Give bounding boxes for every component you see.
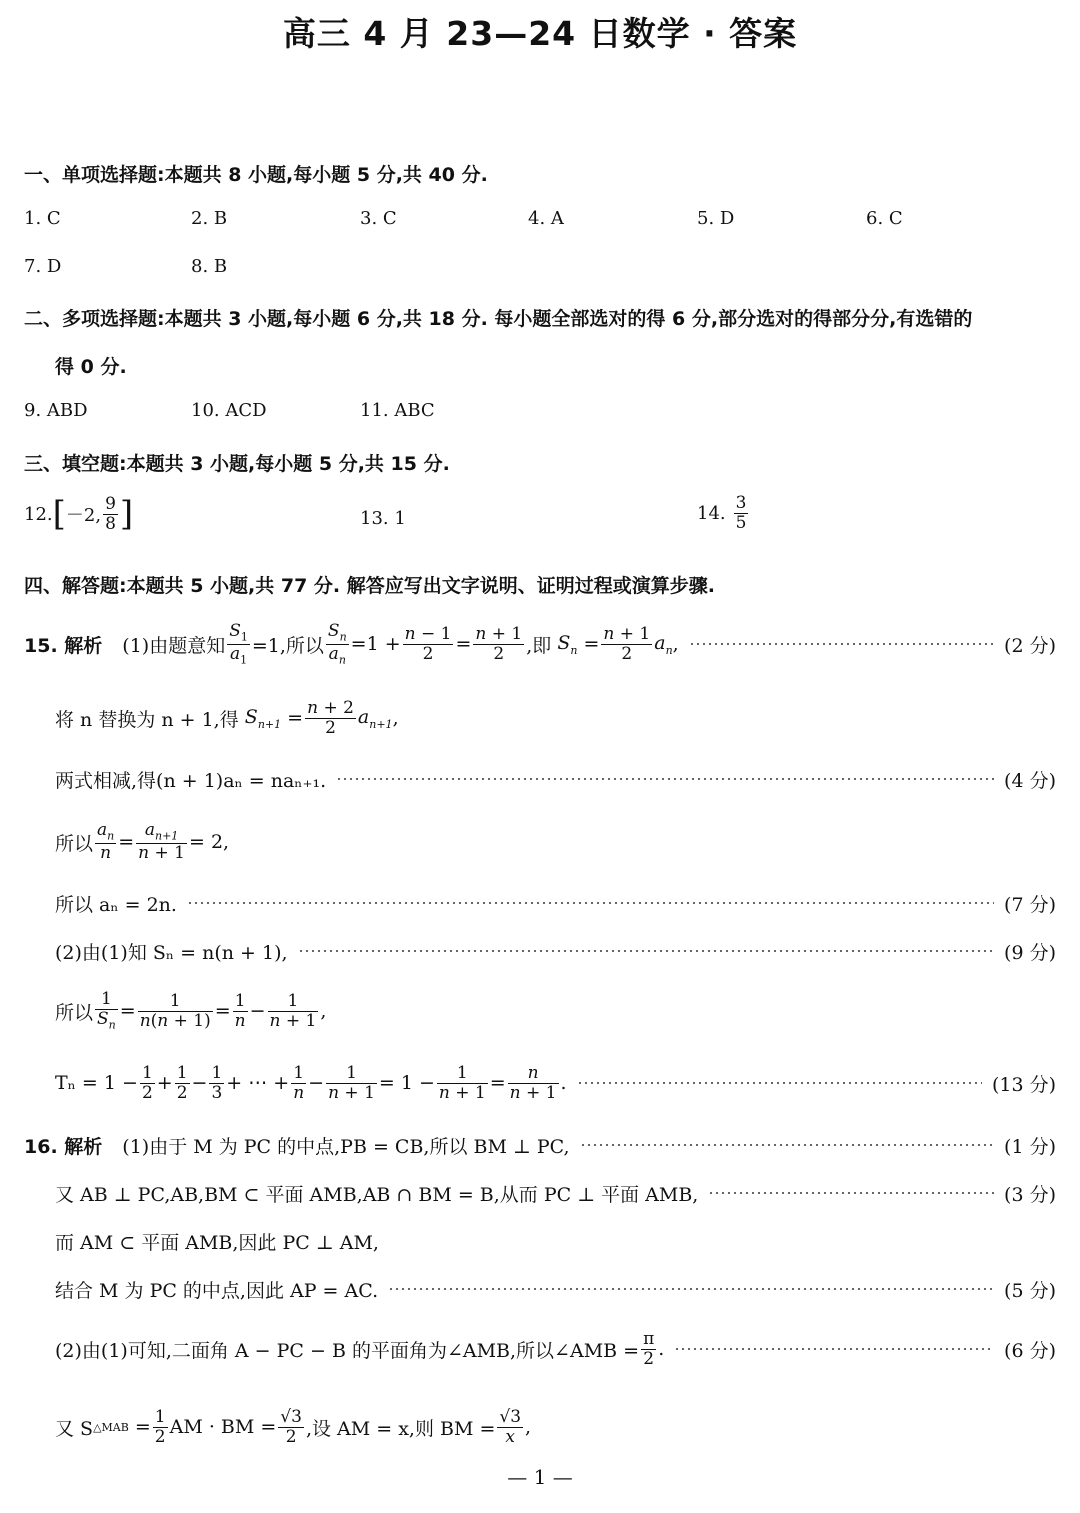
text: 又 AB ⊥ PC,AB,BM ⊂ 平面 AMB,AB ∩ BM = B,从而 PC ⊥ 平面 AMB, <box>55 1183 699 1206</box>
text: 结合 M 为 PC 的中点,因此 AP = AC. <box>55 1279 379 1302</box>
text: = <box>455 633 472 655</box>
dot-leader <box>580 1144 994 1146</box>
text: Tₙ = 1 − <box>55 1072 138 1094</box>
text: =1 + <box>350 633 401 655</box>
fraction: $\frac{1}{2}$ <box>154 1406 166 1447</box>
fraction: $\frac{1}{n(n + 1)}$ <box>139 990 211 1031</box>
fraction: $\frac{a_n}{n}$ <box>97 820 115 863</box>
text: = 2, <box>189 831 230 853</box>
page-number: — 1 — <box>507 1465 573 1489</box>
section-heading-2: 二、多项选择题:本题共 3 小题,每小题 6 分,共 18 分. 每小题全部选对的得 6 分,部分选对的得部分分,有选错的 <box>24 308 973 330</box>
fraction: $\frac{n + 2}{2}$ <box>307 697 354 738</box>
fraction: $\frac{\pi}{2}$ <box>643 1328 655 1369</box>
text: (1)由于 M 为 PC 的中点,PB = CB,所以 BM ⊥ PC, <box>122 1135 570 1158</box>
dot-leader <box>689 643 994 645</box>
frac-den: 5 <box>735 512 747 533</box>
answer-12-lower: －2, <box>65 505 102 526</box>
q16-head: 16. 解析 <box>24 1135 103 1158</box>
fraction: $\frac{S_1}{a_1}$ <box>229 621 248 666</box>
answer-12-label: 12. <box>24 503 53 525</box>
points: (9 分) <box>1004 941 1056 964</box>
points: (2 分) <box>1004 634 1056 657</box>
text: AM · BM = <box>169 1416 277 1438</box>
dot-leader <box>674 1348 994 1350</box>
fraction: $\frac{1}{S_n}$ <box>97 989 116 1032</box>
fraction: $\frac{n + 1}{2}$ <box>603 623 651 664</box>
text: 又 S <box>55 1417 94 1440</box>
q15-line-7: 所以 $\frac{1}{S_n}$ = $\frac{1}{n(n + 1)}$ = $\frac{1}{n}$ − $\frac{1}{n + 1}$ , <box>55 989 327 1032</box>
fraction: $\frac{a_{n+1}}{n + 1}$ <box>138 820 185 863</box>
points: (4 分) <box>1004 769 1056 792</box>
fraction: $\frac{1}{n}$ <box>234 990 246 1031</box>
q15-line-6 <box>55 934 1056 968</box>
answer-8: 8. B <box>191 256 228 277</box>
answer-13: 13. 1 <box>360 508 406 529</box>
q15-line-3 <box>55 762 1056 796</box>
points: (13 分) <box>991 1073 1056 1096</box>
answer-4: 4. A <box>528 208 564 229</box>
answer-6: 6. C <box>866 208 903 229</box>
q15-line-8: Tₙ = 1 − $\frac{1}{2}$ + $\frac{1}{2}$ − $\frac{1}{3}$ + ⋯ + $\frac{1}{n}$ − $\frac{1}{n + 1}$ = 1 − $\frac{1}{n + 1}$ = $\frac{n}{n + 1}$ . (13 分) <box>55 1062 1056 1103</box>
answer-9: 9. ABD <box>24 400 88 421</box>
text: , <box>320 1000 327 1022</box>
q16-line-3 <box>55 1224 1056 1258</box>
frac-den: 8 <box>105 513 116 534</box>
dot-leader <box>336 778 994 780</box>
answer-7: 7. D <box>24 256 62 277</box>
text: 将 n 替换为 n + 1,得 <box>55 708 239 731</box>
q15-line-5 <box>55 886 1056 920</box>
text: 所以 <box>55 832 94 855</box>
fraction: $\frac{1}{n}$ <box>293 1062 305 1103</box>
text: =1,所以 <box>251 634 324 657</box>
fraction: $\frac{√3}{2}$ <box>280 1406 302 1447</box>
text: (2)由(1)可知,二面角 A − PC − B 的平面角为∠AMB,所以∠AMB = <box>55 1339 640 1362</box>
fraction: $\frac{√3}{x}$ <box>499 1406 522 1447</box>
dot-leader <box>388 1288 994 1290</box>
text: , <box>525 1416 532 1438</box>
q15-line-4: 所以 $\frac{a_n}{n}$ = $\frac{a_{n+1}}{n + 1}$ = 2, <box>55 820 230 863</box>
q15-head: 15. 解析 <box>24 634 103 657</box>
fraction: $\frac{S_n}{a_n}$ <box>327 621 347 666</box>
q16-line-5 <box>55 1328 1056 1369</box>
fraction: $\frac{1}{2}$ <box>141 1062 153 1103</box>
fraction-3-5 <box>734 494 749 532</box>
dot-leader <box>187 902 994 904</box>
points: (3 分) <box>1004 1183 1056 1206</box>
dot-leader <box>708 1192 994 1194</box>
fraction: $\frac{1}{n + 1}$ <box>438 1062 486 1103</box>
answer-14-label: 14. <box>697 502 726 524</box>
q15-line-1: 15. 解析 (1)由题意知 $\frac{S_1}{a_1}$ =1,所以 $\frac{S_n}{a_n}$ =1 + $\frac{n - 1}{2}$ = $\frac{n + 1}{2}$ ,即 $S_n$ = $\frac{n + 1}{2}$ $a_n$ , (2 分) <box>24 621 1056 666</box>
text: 所以 aₙ = 2n. <box>55 893 177 916</box>
fraction: $\frac{1}{3}$ <box>211 1062 223 1103</box>
answer-11: 11. ABC <box>360 400 435 421</box>
points: (5 分) <box>1004 1279 1056 1302</box>
text: 两式相减,得(n + 1)aₙ = naₙ₊₁. <box>55 769 327 792</box>
fraction: $\frac{1}{n + 1}$ <box>328 1062 375 1103</box>
q16-line-4 <box>55 1272 1056 1306</box>
answer-3: 3. C <box>360 208 397 229</box>
text: , <box>672 633 679 655</box>
text: 所以 <box>55 1001 94 1024</box>
text: (1)由题意知 <box>122 634 226 657</box>
text: , <box>392 707 399 729</box>
points: (1 分) <box>1004 1135 1056 1158</box>
section-heading-4: 四、解答题:本题共 5 小题,共 77 分. 解答应写出文字说明、证明过程或演算步骤. <box>24 575 715 597</box>
answer-5: 5. D <box>697 208 735 229</box>
q16-line-2 <box>55 1176 1056 1210</box>
right-bracket: ] <box>119 494 134 534</box>
text: . <box>658 1338 665 1360</box>
q15-line-2: 将 n 替换为 n + 1,得 $S_{n+1}$ = $\frac{n + 2}{2}$ $a_{n+1}$ , <box>55 697 399 738</box>
frac-num: 3 <box>735 493 747 513</box>
fraction: $\frac{n}{n + 1}$ <box>509 1062 557 1103</box>
points: (6 分) <box>1004 1339 1056 1362</box>
frac-num: 9 <box>105 493 116 514</box>
text: 而 AM ⊂ 平面 AMB,因此 PC ⊥ AM, <box>55 1231 379 1254</box>
fraction: $\frac{n - 1}{2}$ <box>404 623 452 664</box>
section-heading-2-cont: 得 0 分. <box>55 356 127 378</box>
section-heading-1: 一、单项选择题:本题共 8 小题,每小题 5 分,共 40 分. <box>24 164 488 186</box>
left-bracket: [ <box>52 494 66 534</box>
dot-leader <box>298 950 995 952</box>
text: (2)由(1)知 Sₙ = n(n + 1), <box>55 941 288 964</box>
q16-line-6 <box>55 1406 1056 1447</box>
page-title: 高三 4 月 23—24 日数学 · 答案 <box>282 14 798 53</box>
answer-2: 2. B <box>191 208 228 229</box>
q16-line-1 <box>24 1128 1056 1162</box>
text: ,即 <box>526 634 552 657</box>
text: = <box>134 1416 151 1438</box>
text: . <box>560 1072 567 1094</box>
section-heading-3: 三、填空题:本题共 3 小题,每小题 5 分,共 15 分. <box>24 453 450 475</box>
fraction: $\frac{n + 1}{2}$ <box>475 623 523 664</box>
answer-14 <box>697 494 750 532</box>
fraction: $\frac{1}{2}$ <box>176 1062 188 1103</box>
dot-leader <box>577 1082 982 1084</box>
answer-1: 1. C <box>24 208 61 229</box>
points: (7 分) <box>1004 893 1056 916</box>
answer-10: 10. ACD <box>191 400 267 421</box>
text: ,设 AM = x,则 BM = <box>305 1417 496 1440</box>
fraction: $\frac{1}{n + 1}$ <box>269 990 317 1031</box>
subscript: △MAB <box>93 1420 129 1434</box>
answer-12 <box>24 494 133 534</box>
fraction-9-8 <box>103 495 118 533</box>
